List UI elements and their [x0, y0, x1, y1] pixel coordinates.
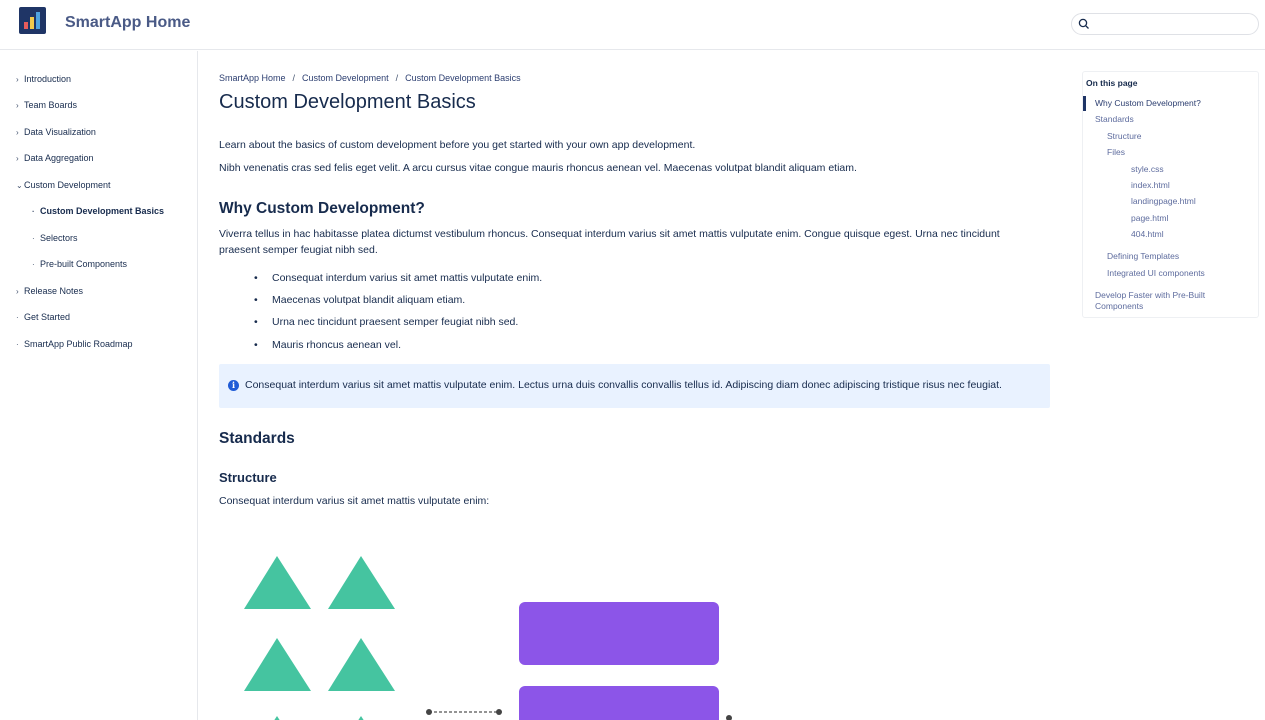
sidebar-item-data-aggregation[interactable]: › Data Aggregation [16, 153, 94, 163]
connector-dot [426, 709, 432, 715]
breadcrumb [219, 73, 521, 83]
triangle-shape [348, 716, 374, 720]
on-this-page-panel [1082, 71, 1259, 318]
sidebar-item-team-boards[interactable]: › Team Boards [16, 100, 78, 110]
breadcrumb-separator: / [395, 73, 399, 83]
app-title[interactable]: SmartApp Home [65, 14, 191, 31]
section-heading-standards: Standards [219, 430, 295, 447]
section-heading-structure: Structure [219, 470, 277, 485]
sidebar-item-get-started[interactable]: · Get Started [16, 312, 71, 322]
triangle-shape [244, 638, 311, 691]
toc-item-index-html[interactable]: index.html [1131, 180, 1170, 190]
sidebar-item-release-notes[interactable]: › Release Notes [16, 286, 84, 296]
sidebar-item-selectors[interactable]: · Selectors [32, 233, 78, 243]
connector-dot [496, 709, 502, 715]
sidebar-item-pre-built-components[interactable]: · Pre-built Components [32, 259, 128, 269]
bullet-dot-icon: · [16, 340, 19, 349]
chevron-right-icon: › [16, 128, 19, 137]
chevron-right-icon: › [16, 75, 19, 84]
chevron-right-icon: › [16, 287, 19, 296]
toc-item-landingpage-html[interactable]: landingpage.html [1131, 196, 1196, 206]
why-paragraph: Viverra tellus in hac habitasse platea dictumst vestibulum rhoncus. Consequat interdum varius sit amet mattis vulputate enim. Congue quisque egest. Urna nec tincidunt praesent semper feugiat nibh sed. [219, 228, 1000, 256]
top-header [0, 0, 1265, 50]
breadcrumb-link-custom-development[interactable]: Custom Development [302, 73, 389, 83]
list-item: • Consequat interdum varius sit amet mattis vulputate enim. [256, 272, 542, 284]
toc-title: On this page [1086, 78, 1138, 88]
bullet-dot-icon: · [32, 260, 35, 269]
breadcrumb-link-home[interactable]: SmartApp Home [219, 73, 286, 83]
sidebar [0, 51, 198, 720]
toc-item-style-css[interactable]: style.css [1131, 164, 1164, 174]
toc-item-defining-templates[interactable]: Defining Templates [1107, 251, 1180, 261]
section-heading-why: Why Custom Development? [219, 200, 425, 217]
toc-item-files[interactable]: Files [1107, 147, 1125, 157]
component-block [519, 686, 719, 720]
list-item: • Maecenas volutpat blandit aliquam etiam. [256, 294, 465, 306]
bullet-dot-icon: · [32, 234, 35, 243]
breadcrumb-link-current[interactable]: Custom Development Basics [405, 73, 521, 83]
toc-item-why-custom-development[interactable]: Why Custom Development? [1095, 98, 1201, 108]
triangle-shape [328, 638, 395, 691]
toc-item-develop-faster[interactable]: Develop Faster with Pre-Built Components [1095, 290, 1206, 311]
toc-item-structure[interactable]: Structure [1107, 131, 1142, 141]
sidebar-item-custom-development[interactable]: ⌄Custom Development [16, 180, 111, 190]
search-input[interactable] [1071, 13, 1259, 35]
bar-chart-logo-icon[interactable] [19, 7, 46, 34]
sidebar-item-data-visualization[interactable]: › Data Visualization [16, 127, 96, 137]
info-panel [219, 364, 1050, 408]
bullet-dot-icon: · [16, 313, 19, 322]
chevron-right-icon: › [16, 101, 19, 110]
search-icon [1078, 18, 1090, 30]
chevron-down-icon: ⌄ [16, 181, 23, 190]
toc-item-page-html[interactable]: page.html [1131, 213, 1169, 223]
triangle-shape [264, 716, 290, 720]
sidebar-item-introduction[interactable]: › Introduction [16, 74, 72, 84]
bullet-dot-icon: · [32, 207, 35, 216]
intro-paragraph-2: Nibh venenatis cras sed felis eget velit. A arcu cursus vitae congue mauris rhoncus aenean vel. Maecenas volutpat blandit aliquam etiam. [219, 162, 857, 174]
sidebar-item-custom-development-basics[interactable]: · Custom Development Basics [32, 206, 165, 216]
breadcrumb-separator: / [292, 73, 296, 83]
list-item: • Urna nec tincidunt praesent semper feugiat nibh sed. [256, 316, 518, 328]
structure-paragraph: Consequat interdum varius sit amet mattis vulputate enim: [219, 495, 490, 507]
chevron-right-icon: › [16, 154, 19, 163]
structure-diagram [219, 540, 759, 720]
triangle-shape [244, 556, 311, 609]
sidebar-item-public-roadmap[interactable]: · SmartApp Public Roadmap [16, 339, 133, 349]
intro-paragraph: Learn about the basics of custom development before you get started with your own app development. [219, 139, 696, 151]
triangle-shape [328, 556, 395, 609]
info-icon: i [228, 380, 239, 391]
info-panel-text: Consequat interdum varius sit amet mattis vulputate enim. Lectus urna duis convallis convallis tellus id. Adipiscing diam donec adipiscing tristique risus nec feugiat. [245, 379, 1002, 391]
list-item: • Mauris rhoncus aenean vel. [256, 339, 401, 351]
toc-active-indicator [1083, 96, 1086, 111]
toc-item-standards[interactable]: Standards [1095, 114, 1134, 124]
toc-item-404-html[interactable]: 404.html [1131, 229, 1164, 239]
toc-item-integrated-ui-components[interactable]: Integrated UI components [1107, 268, 1205, 278]
page-title: Custom Development Basics [219, 91, 476, 113]
component-block [519, 602, 719, 665]
connector-dot [726, 715, 732, 720]
